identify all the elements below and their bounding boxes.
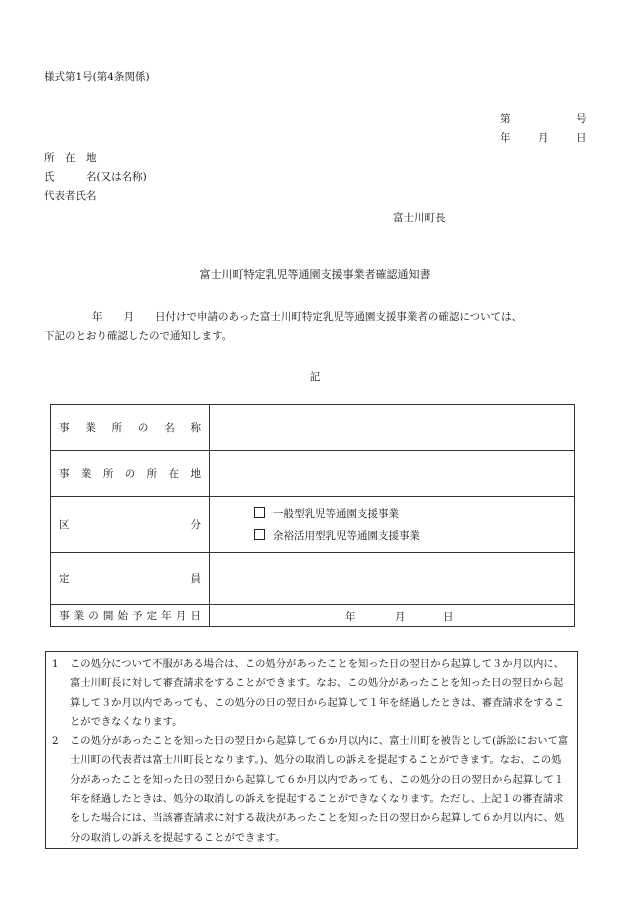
- ki-heading: 記: [309, 371, 321, 383]
- address-label: 所 在 地: [44, 152, 97, 164]
- business-address-cell: [210, 451, 575, 497]
- business-address-label: 事 業 所 の 所 在 地: [59, 468, 201, 480]
- start-date-cell: [210, 605, 575, 627]
- start-day-label: 日: [443, 611, 454, 623]
- capacity-label: 定 員: [59, 573, 201, 585]
- issue-year-label: 年: [500, 132, 511, 144]
- issue-month-label: 月: [538, 132, 549, 144]
- issuer-name: 富士川町長: [393, 212, 446, 224]
- body-line-2: 下記のとおり確認したので通知します。: [44, 330, 233, 342]
- category-option-label: 一般型乳児等通園支援事業: [273, 507, 399, 520]
- category-cell: [210, 497, 575, 553]
- table-row: [51, 605, 575, 627]
- business-name-label: 事 業 所 の 名 称: [59, 422, 201, 434]
- number-suffix: 号: [576, 113, 587, 125]
- table-row: [51, 553, 575, 605]
- representative-label: 代表者氏名: [44, 190, 97, 202]
- note-number: 1: [52, 658, 59, 670]
- document-title: 富士川町特定乳児等通園支援事業者確認通知書: [199, 268, 431, 281]
- start-month-label: 月: [395, 611, 406, 623]
- form-number: 様式第1号(第4条関係): [44, 71, 150, 83]
- table-row: [51, 405, 575, 451]
- category-option-general[interactable]: [210, 503, 574, 525]
- checkbox-icon[interactable]: [254, 529, 265, 540]
- name-label: 氏 名(又は名称): [44, 171, 147, 183]
- appeal-notice-box: [45, 651, 578, 849]
- issue-day-label: 日: [576, 132, 587, 144]
- category-option-surplus[interactable]: [210, 525, 574, 547]
- note-text: この処分について不服がある場合は、この処分があったことを知った日の翌日から起算して３か月以内に、富士川町長に対して審査請求をすることができます。なお、この処分があったことを知った日の翌日から起算して３か月以内であっても、この処分の日の翌日から起算して１年を経過したときは、審査請求をすることができなくなります。: [70, 658, 565, 728]
- table-row: [51, 497, 575, 553]
- category-label: 区 分: [59, 519, 201, 531]
- note-number: 2: [52, 735, 59, 748]
- body-line-1: 年 月 日付けで申請のあった富士川町特定乳児等通園支援事業者の確認については、: [92, 311, 523, 323]
- start-date-label: 事 業 の 開 始 予 定 年 月 日: [59, 610, 201, 622]
- checkbox-icon[interactable]: [254, 507, 265, 518]
- capacity-cell: [210, 553, 575, 605]
- appeal-note-1: [52, 655, 571, 732]
- category-option-label: 余裕活用型乳児等通園支援事業: [273, 529, 420, 542]
- start-year-label: 年: [345, 611, 356, 623]
- table-row: [51, 451, 575, 497]
- business-info-table: [50, 404, 575, 627]
- number-prefix: 第: [500, 113, 511, 125]
- appeal-note-2: [52, 732, 571, 848]
- note-text: この処分があったことを知った日の翌日から起算して６か月以内に、富士川町を被告として(訴訟において富士川町の代表者は富士川町長となります。)、処分の取消しの訴えを提起することができます。なお、この処分があったことを知った日の翌日から起算して６か月以内であっても、この処分の日の翌日から起算して１年を経過したときは、処分の取消しの訴えを提起することができなくなります。ただし、上記１の審査請求をした場合には、当該審査請求に対する裁決があったことを知った日の翌日から起算して６か月以内に、処分の取消しの訴えを提起することができます。: [70, 735, 569, 844]
- business-name-cell: [210, 405, 575, 451]
